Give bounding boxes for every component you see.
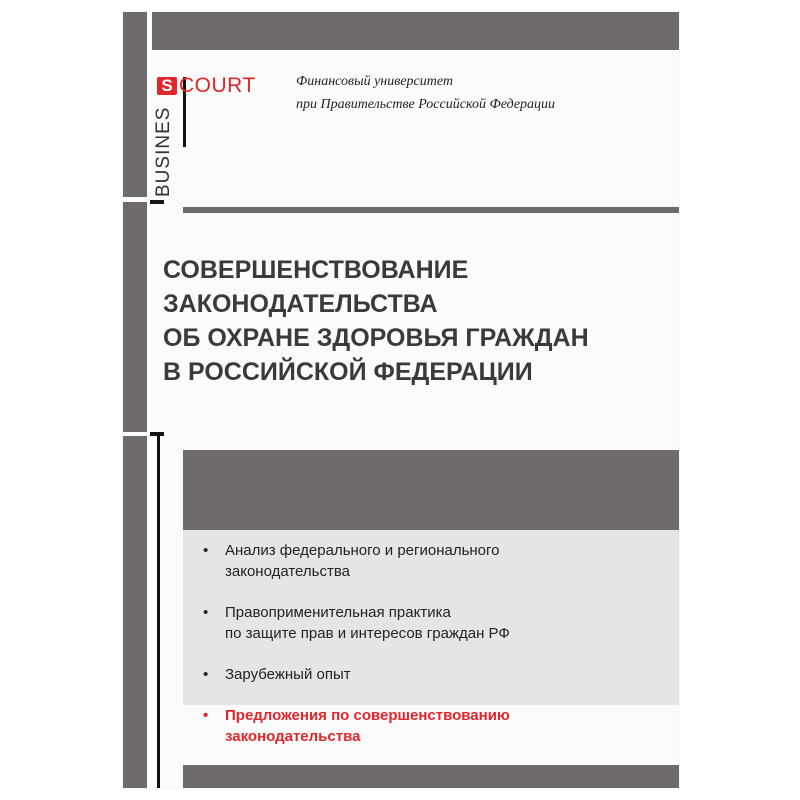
vertical-rule-bottom: [157, 432, 160, 788]
bullet-line-2: законодательства: [225, 563, 350, 580]
logo-s-mark: S: [157, 77, 177, 95]
title-line-2: ЗАКОНОДАТЕЛЬСТВА: [163, 290, 438, 318]
publisher-line-1: Финансовый университет: [296, 74, 453, 89]
left-column-gap-bottom: [123, 432, 147, 436]
bullet-list: [203, 540, 510, 767]
publisher-line-2: при Правительстве Российской Федерации: [296, 97, 556, 112]
logo-court-text: COURT: [179, 74, 256, 97]
bullet-dot: •: [203, 542, 209, 559]
bullet-line-1: Предложения по совершенствованию: [225, 707, 510, 724]
black-marker-top: [150, 200, 164, 204]
middle-grey-band: [183, 450, 679, 530]
left-grey-column: [123, 12, 147, 788]
bullet-line-1: Анализ федерального и регионального: [225, 542, 500, 559]
title-line-4: В РОССИЙСКОЙ ФЕДЕРАЦИИ: [163, 358, 533, 386]
title-line-3: ОБ ОХРАНЕ ЗДОРОВЬЯ ГРАЖДАН: [163, 324, 589, 352]
book-title: [163, 253, 589, 389]
bullet-line-1: Правоприменительная практика: [225, 604, 451, 621]
bullet-dot: •: [203, 707, 209, 724]
bullet-line-2: по защите прав и интересов граждан РФ: [225, 625, 510, 642]
left-column-gap-top: [123, 197, 147, 202]
bullet-item-highlight: [203, 705, 510, 747]
bullet-line-2: законодательства: [225, 728, 361, 745]
header-rule: [183, 207, 679, 213]
publisher: [296, 70, 555, 116]
bullet-dot: •: [203, 666, 209, 683]
bullet-dot: •: [203, 604, 209, 621]
bullet-item: [203, 664, 510, 685]
bullet-item: [203, 602, 510, 644]
bullet-item: [203, 540, 510, 582]
bullet-line-1: Зарубежный опыт: [225, 666, 351, 683]
top-grey-band: [152, 12, 679, 50]
title-line-1: СОВЕРШЕНСТВОВАНИЕ: [163, 256, 469, 284]
logo-business-text: BUSINES: [153, 106, 174, 197]
bottom-grey-band: [183, 765, 679, 788]
